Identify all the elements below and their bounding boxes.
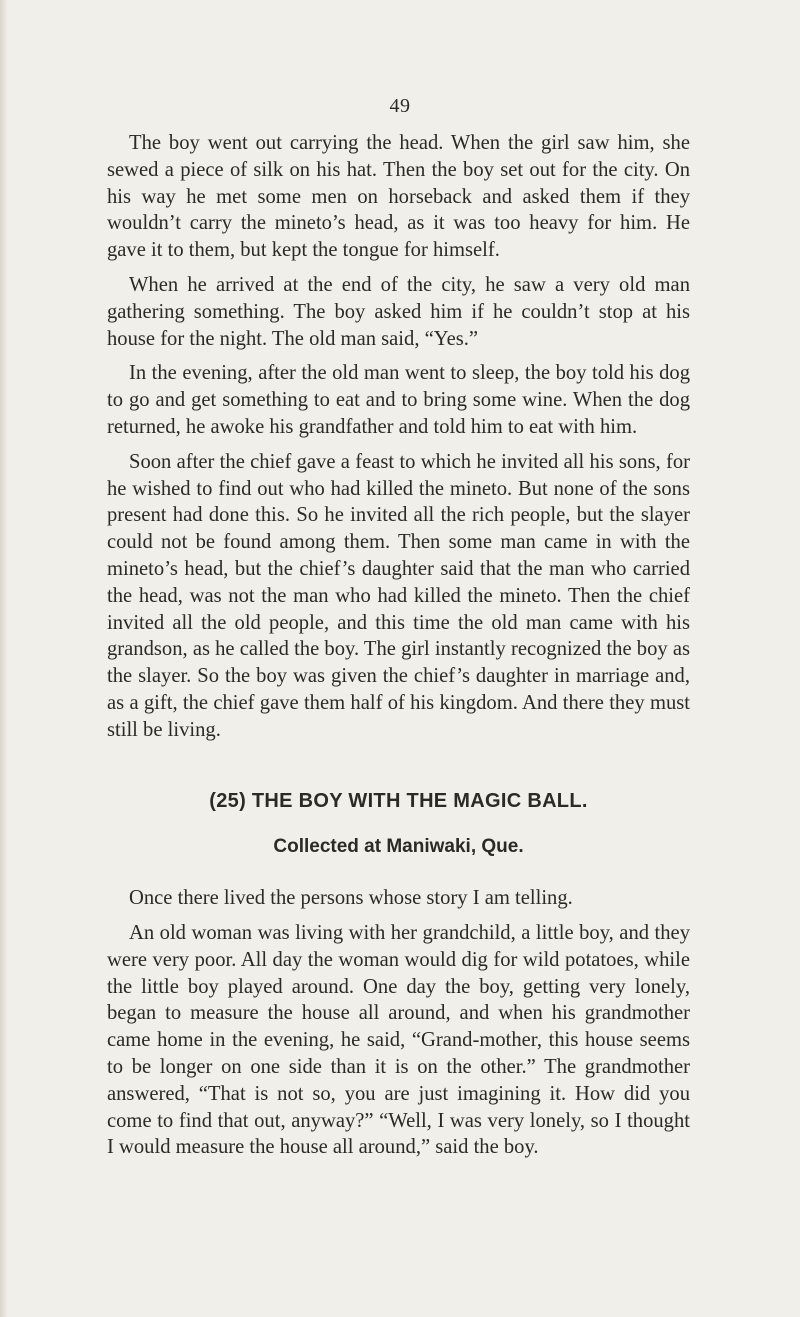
paragraph: The boy went out carrying the head. When the girl saw him, she sewed a piece of silk on his hat. Then the boy set out for the city. On his way he met some men on horseback and asked them if they wouldn’t carry the mineto’s head, as it was too heavy for him. He gave it to them, but kept the tongue for himself. <box>107 132 690 262</box>
paragraph: Soon after the chief gave a feast to which he invited all his sons, for he wished to find out who had killed the mineto. But none of the sons present had done this. So he invited all the rich people, but the slayer could not be found among them. Then some man came in with the mineto’s head, but the chief’s daughter said that the man who carried the head, was not the man who had killed the mineto. Then the chief invited all the old people, and this time the old man came with his grandson, as he called the boy. The girl instantly recognized the boy as the slayer. So the boy was given the chief’s daughter in marriage and, as a gift, the chief gave them half of his kingdom. And there they must still be living. <box>107 450 690 741</box>
paragraph: Once there lived the persons whose story I am telling. <box>129 887 573 910</box>
paragraph: An old woman was living with her grandchild, a little boy, and they were very poor. All day the woman would dig for wild potatoes, while the little boy played around. One day the boy, getting very lonely, began to measure the house all around, and when his grandmother came home in the evening, he said, “Grand-mother, this house seems to be longer on one side than it is on the other.” The grandmother answered, “That is not so, you are just imagining it. How did you come to find that out, anyway?” “Well, I was very lonely, so I thought I would measure the house all around,” said the boy. <box>107 921 690 1159</box>
collected-location: Collected at Maniwaki, Que. <box>273 836 524 858</box>
paragraph: When he arrived at the end of the city, he saw a very old man gathering something. The boy asked him if he couldn’t stop at his house for the night. The old man said, “Yes.” <box>107 273 690 350</box>
text-column <box>107 130 690 1169</box>
page-number: 49 <box>389 95 411 117</box>
page-edge-shadow <box>0 0 8 1317</box>
story-title: (25) THE BOY WITH THE MAGIC BALL. <box>209 789 588 812</box>
paragraph: In the evening, after the old man went to sleep, the boy told his dog to go and get something to eat and to bring some wine. When the dog returned, he awoke his grandfather and told him to eat with him. <box>107 362 690 438</box>
